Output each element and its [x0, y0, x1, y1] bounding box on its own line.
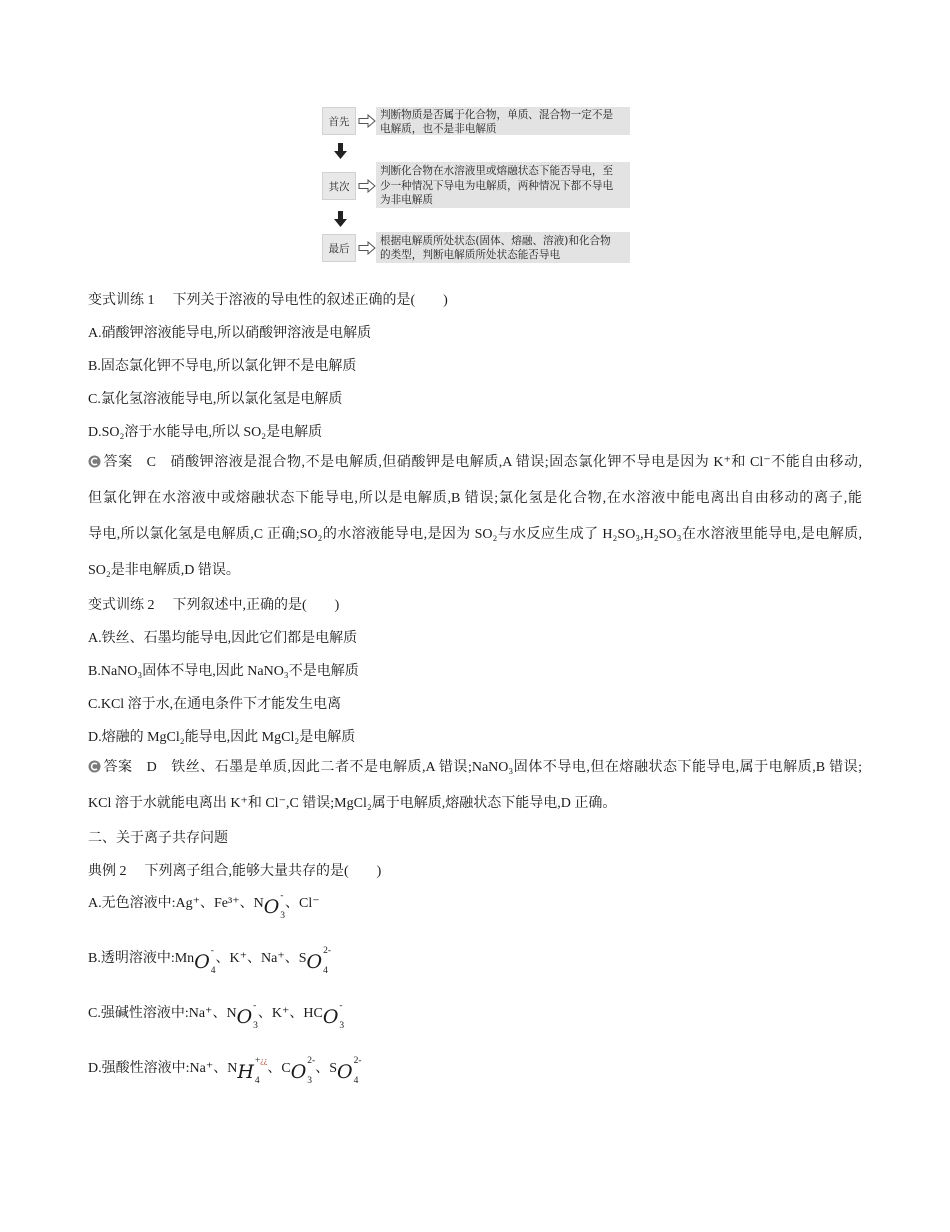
flow-step-second-text	[376, 162, 630, 208]
exercise1-option-b: B.固态氯化钾不导电,所以氯化钾不是电解质	[88, 359, 357, 374]
outline-right-arrow-icon	[358, 179, 376, 193]
down-arrow-icon	[334, 143, 347, 159]
formula-subscript: 4	[210, 966, 216, 976]
option-text: 、Cl⁻	[285, 896, 320, 911]
exercise1-answer	[88, 445, 862, 589]
exercise2-option-c: C.KCl 溶于水,在通电条件下才能发生电离	[88, 697, 342, 712]
exercise-title: 变式训练 1	[88, 293, 155, 308]
question-text: 下列离子组合,能够大量共存的是( )	[144, 864, 382, 879]
formula-subscript: 3	[253, 1021, 258, 1031]
outline-right-arrow-icon	[358, 241, 376, 255]
answer-label: 答案	[103, 760, 133, 775]
answer-choice: D	[146, 760, 157, 775]
option-text: 、K⁺、Na⁺、S	[215, 951, 307, 966]
flow-step-first-text	[376, 107, 630, 135]
example2-question	[88, 855, 862, 888]
formula-subscript: 4	[353, 1076, 359, 1086]
option-text: D.强酸性溶液中:Na⁺、N	[88, 1061, 238, 1076]
outline-right-arrow-icon	[358, 114, 376, 128]
formula-base: O	[322, 1006, 339, 1028]
flow-step-first-label: 首先	[322, 107, 356, 135]
exercise1-question	[88, 284, 862, 317]
formula-charge: -	[339, 1001, 343, 1011]
option-text: 、K⁺、HC	[257, 1006, 323, 1021]
exercise-title: 变式训练 2	[88, 598, 155, 613]
exercise1-option-c: C.氯化氢溶液能导电,所以氯化氢是电解质	[88, 392, 343, 407]
document-body	[88, 284, 862, 1108]
flow-text-line: 判断物质是否属于化合物，单质、混合物一定不是	[380, 109, 614, 121]
formula-charge: 2-	[323, 946, 332, 956]
exercise2-question	[88, 589, 862, 622]
ion-formula	[337, 1056, 362, 1091]
ion-formula	[322, 1001, 345, 1036]
formula-subscript: 3	[280, 911, 286, 921]
formula-charge: 2-	[353, 1056, 362, 1066]
option-text: A.无色溶液中:Ag⁺、Fe³⁺、N	[88, 896, 264, 911]
answer-explanation: 铁丝、石墨是单质,因此二者不是电解质,A 错误;NaNO₃固体不导电,但在熔融状态下能导电,属于电解质,B 错误;	[170, 760, 862, 775]
answer-line: KCl 溶于水就能电离出 K⁺和 Cl⁻,C 错误;MgCl₂属于电解质,熔融状态下能导电,D 正确。	[88, 796, 617, 811]
flow-step-last-label: 最后	[322, 234, 356, 262]
option-text: 、S	[315, 1061, 338, 1076]
formula-base: O	[236, 1006, 253, 1028]
example2-option-c	[88, 998, 862, 1053]
exercise2-option-a: A.铁丝、石墨均能导电,因此它们都是电解质	[88, 631, 358, 646]
flow-step-last-text	[376, 232, 630, 263]
exercise2-option-b: B.NaNO₃固体不导电,因此 NaNO₃不是电解质	[88, 664, 359, 679]
example2-option-b	[88, 943, 862, 998]
ion-formula	[306, 946, 332, 981]
answer-line: 导电,所以氯化氢是电解质,C 正确;SO₂的水溶液能导电,是因为 SO₂与水反应生成了 H₂SO₃,H₂SO₃在水溶液里能导电,是电解质,	[88, 527, 862, 542]
section-heading: 二、关于离子共存问题	[88, 831, 228, 846]
example2-option-d	[88, 1053, 862, 1108]
formula-charge-group	[255, 1056, 267, 1066]
question-text: 下列叙述中,正确的是( )	[172, 598, 340, 613]
answer-line	[88, 445, 862, 481]
flow-text-line: 的类型，判断电解质所处状态能否导电	[380, 249, 561, 261]
option-text: 、C	[267, 1061, 291, 1076]
stray-glyphs: ¿¿	[260, 1056, 268, 1065]
exercise2-option-d: D.熔融的 MgCl₂能导电,因此 MgCl₂是电解质	[88, 730, 356, 745]
answer-line: 但氯化钾在水溶液中或熔融状态下能导电,所以是电解质,B 错误;氯化氢是化合物,在水溶液中能电离出自由移动的离子,能	[88, 491, 862, 506]
example-title: 典例 2	[88, 864, 127, 879]
answer-icon	[88, 455, 101, 468]
example2-option-a	[88, 888, 862, 943]
ion-formula	[263, 891, 286, 926]
flow-text-line: 根据电解质所处状态(固体、熔融、溶液)和化合物	[380, 235, 611, 247]
answer-label: 答案	[103, 455, 133, 470]
formula-subscript: 4	[254, 1076, 260, 1086]
formula-charge: -	[280, 891, 284, 901]
formula-charge: 2-	[307, 1056, 316, 1066]
formula-charge: +	[254, 1056, 261, 1066]
ion-formula	[290, 1056, 316, 1091]
flow-text-line: 判断化合物在水溶液里或熔融状态下能否导电，至	[380, 165, 614, 177]
flow-step-second-label: 其次	[322, 172, 356, 200]
formula-base: O	[337, 1061, 353, 1083]
answer-choice: C	[146, 455, 156, 470]
exercise1-option-d: D.SO₂溶于水能导电,所以 SO₂是电解质	[88, 425, 323, 440]
formula-base: O	[306, 951, 323, 973]
flow-text-line: 少一种情况下导电为电解质，两种情况下都不导电	[380, 179, 614, 192]
ion-formula	[237, 1056, 268, 1091]
ion-formula	[194, 946, 216, 981]
answer-line: SO₂是非电解质,D 错误。	[88, 563, 240, 578]
formula-base: H	[237, 1061, 254, 1083]
formula-charge: -	[210, 946, 214, 956]
exercise1-option-a: A.硝酸钾溶液能导电,所以硝酸钾溶液是电解质	[88, 326, 372, 341]
formula-base: O	[263, 896, 280, 918]
answer-icon	[88, 760, 101, 773]
question-text: 下列关于溶液的导电性的叙述正确的是( )	[172, 293, 448, 308]
formula-base: O	[290, 1061, 307, 1083]
formula-subscript: 3	[307, 1076, 313, 1086]
formula-subscript: 3	[339, 1021, 345, 1031]
option-text: C.强碱性溶液中:Na⁺、N	[88, 1006, 237, 1021]
option-text: B.透明溶液中:Mn	[88, 951, 195, 966]
exercise2-answer	[88, 750, 862, 822]
down-arrow-icon	[334, 211, 347, 227]
formula-charge: -	[253, 1001, 257, 1011]
flow-text-line: 为非电解质	[380, 194, 433, 206]
answer-line	[88, 750, 862, 786]
formula-subscript: 4	[323, 966, 328, 976]
flow-text-line: 电解质，也不是非电解质	[380, 123, 497, 135]
answer-explanation: 硝酸钾溶液是混合物,不是电解质,但硝酸钾是电解质,A 错误;固态氯化钾不导电是因为 K⁺和 Cl⁻不能自由移动,	[170, 455, 862, 470]
formula-base: O	[194, 951, 210, 973]
ion-formula	[236, 1001, 258, 1036]
